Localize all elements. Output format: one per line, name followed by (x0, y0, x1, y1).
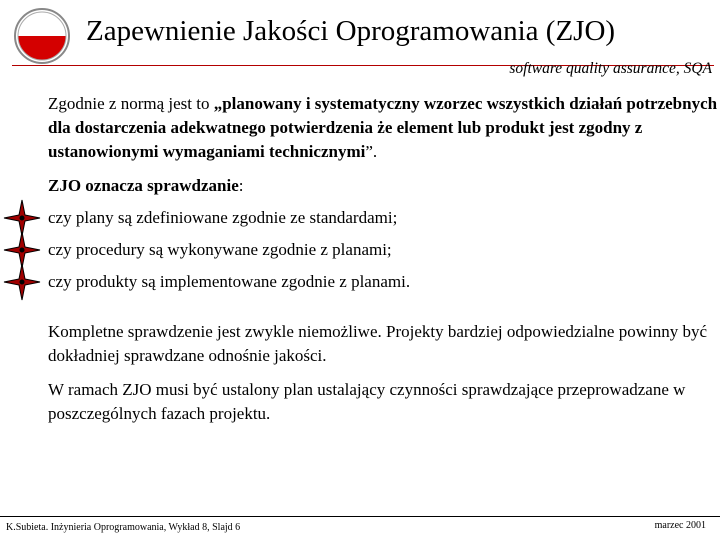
bullet-item: czy produkty są implementowane zgodnie z planami. (48, 272, 411, 291)
compass-star-icon (2, 262, 42, 302)
definition-prefix: Zgodnie z normą jest to (48, 94, 214, 113)
body-paragraph: W ramach ZJO musi być ustalony plan ustalający czynności sprawdzające przeprowadzane w poszczególnych fazach projektu. (48, 380, 686, 423)
footer-credit: K.Subieta. Inżynieria Oprogramowania, Wykład 8, Slajd 6 (6, 522, 241, 533)
means-paragraph (48, 174, 718, 198)
means-label: ZJO oznacza sprawdzanie (48, 176, 239, 195)
page-subtitle: software quality assurance, SQA (509, 60, 712, 77)
definition-quote: „planowany i systematyczny wzorzec wszystkich działań potrzebnych dla dostarczenia adekwatnego potwierdzenia że element lub produkt jest zgodny z ustanowionymi wymaganiami technicznymi (48, 94, 718, 161)
definition-suffix: ”. (365, 142, 378, 161)
body-paragraph: Kompletne sprawdzenie jest zwykle niemożliwe. Projekty bardziej odpowiedzialne powinny być dokładniej sprawdzane odnośnie jakości. (48, 322, 708, 365)
footer-date: marzec 2001 (654, 520, 706, 531)
bullet-item: czy plany są zdefiniowane zgodnie ze standardami; (48, 208, 398, 227)
bullet-item: czy procedury są wykonywane zgodnie z planami; (48, 240, 392, 259)
definition-paragraph (48, 92, 718, 164)
means-suffix: : (238, 176, 244, 195)
page-title: Zapewnienie Jakości Oprogramowania (ZJO) (86, 15, 616, 47)
footer-divider (0, 516, 720, 517)
logo-icon (12, 6, 72, 66)
